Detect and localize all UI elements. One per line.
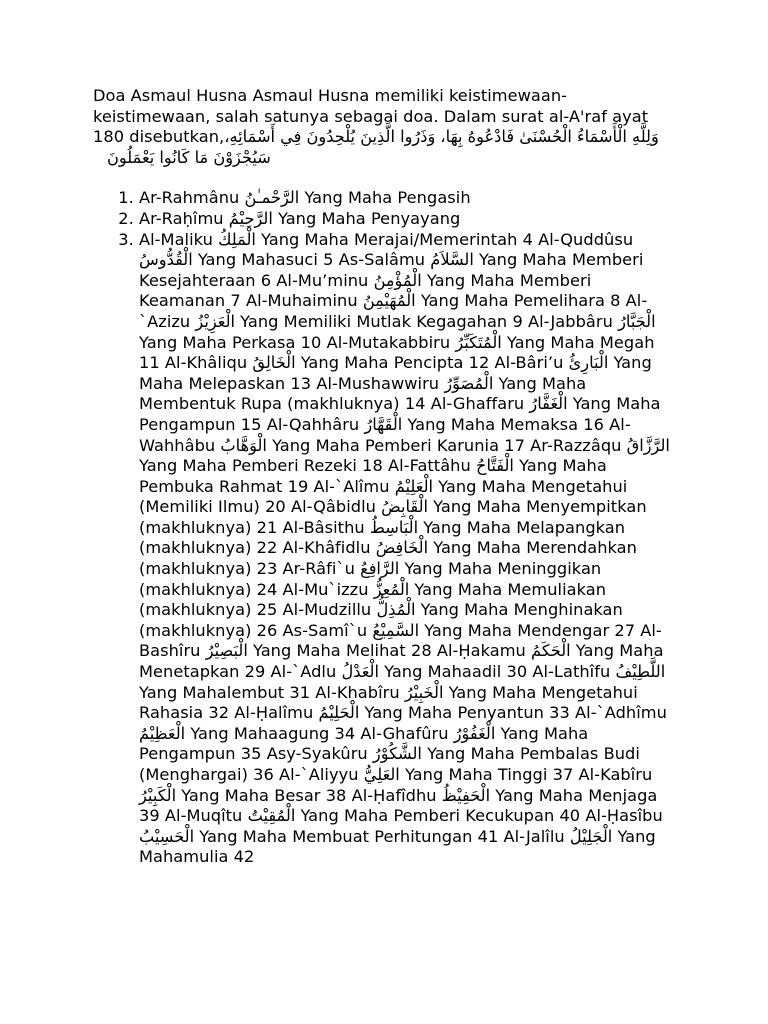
list-item	[139, 230, 678, 868]
name-meaning: Yang Maha Penyayang	[277, 208, 461, 228]
name-latin: Ar-Raḥîmu	[139, 208, 224, 228]
name-arabic: الرَّحِيْمُ	[228, 208, 273, 228]
list-item	[139, 209, 678, 230]
list-item	[139, 188, 678, 209]
name-meaning: Yang Maha Merajai/Memerintah 4 Al-Quddûsu الْقُدُّوسُ Yang Mahasuci 5 As-Salâmu السَّلاَمُ Yang Maha Memberi Kesejahteraan 6 Al-Mu’minu الْمُؤْمِنُ Yang Maha Memberi Keamanan 7 Al-Muhaiminu الْمُهَيْمِنُ Yang Maha Pemelihara 8 Al-`Azizu الْعَزِيْزُ Yang Memiliki Mutlak Kegagahan 9 Al-Jabbâru الْجَبَّارُ Yang Maha Perkasa 10 Al-Mutakabbiru الْمُتَكَبِّرُ Yang Maha Megah 11 Al-Khâliqu الْخَالِقُ Yang Maha Pencipta 12 Al-Bâri’u الْبَارِئُ Yang Maha Melepaskan 13 Al-Mushawwiru الْمُصَوِّرُ Yang Maha Membentuk Rupa (makhluknya) 14 Al-Ghaffaru الْغَفَّارُ Yang Maha Pengampun 15 Al-Qahhâru الْقَهَّارُ Yang Maha Memaksa 16 Al-Wahhâbu الْوَهَّابُ Yang Maha Pemberi Karunia 17 Ar-Razzâqu الرَّزَّاقُ Yang Maha Pemberi Rezeki 18 Al-Fattâhu الْفَتَّاحُ Yang Maha Pembuka Rahmat 19 Al-`Alîmu الْعَلِيْمُ Yang Maha Mengetahui (Memiliki Ilmu) 20 Al-Qâbidlu الْقَابِضُ Yang Maha Menyempitkan (makhluknya) 21 Al-Bâsithu الْبَاسِطُ Yang Maha Melapangkan (makhluknya) 22 Al-Khâfidlu الْخَافِضُ Yang Maha Merendahkan (makhluknya) 23 Ar-Râfi`u الرَّافِعُ Yang Maha Meninggikan (makhluknya) 24 Al-Mu`izzu الْمُعِزُّ Yang Maha Memuliakan (makhluknya) 25 Al-Mudzillu الْمُذِلُّ Yang Maha Menghinakan (makhluknya) 26 As-Samî`u السَّمِيْعُ Yang Maha Mendengar 27 Al-Bashîru الْبَصِيْرُ Yang Maha Melihat 28 Al-Ḥakamu الْحَكَمُ Yang Maha Menetapkan 29 Al-`Adlu الْعَدْلُ Yang Mahaadil 30 Al-Lathîfu اللَّطِيْفُ Yang Mahalembut 31 Al-Khabîru الْخَبِيْرُ Yang Maha Mengetahui Rahasia 32 Al-Ḥalîmu الْحَلِيْمُ Yang Maha Penyantun 33 Al-`Adhîmu الْعَظِيْمُ Yang Mahaagung 34 Al-Ghafûru الْغَفُوْرُ Yang Maha Pengampun 35 Asy-Syakûru الشَّكُوْرُ Yang Maha Pembalas Budi (Menghargai) 36 Al-`Aliyyu العَلِيُّ Yang Maha Tinggi 37 Al-Kabîru الْكَبِيْرُ Yang Maha Besar 38 Al-Ḥafîdhu الْحَفِيْظُ Yang Maha Menjaga 39 Al-Muqîtu الْمُقِيْتُ Yang Maha Pemberi Kecukupan 40 Al-Ḥasîbu الْحَسِيْبُ Yang Maha Membuat Perhitungan 41 Al-Jalîlu الْجَلِيْلُ Yang Mahamulia 42	[139, 229, 670, 867]
name-meaning: Yang Maha Pengasih	[304, 188, 471, 208]
name-arabic: الْمَلِكُ	[218, 229, 256, 249]
name-arabic: الرَّحْمـٰنُ	[244, 188, 300, 208]
intro-paragraph	[93, 86, 678, 168]
intro-arabic-verse: وَلِلَّهِ الْأَسْمَاءُ الْحُسْنَىٰ فَادْعُوهُ بِهَا، وَذَرُوا الَّذِينَ يُلْحِدُونَ فِي أَسْمَائِهِ، سَيُجْزَوْنَ مَا كَانُوا يَعْمَلُونَ	[107, 127, 659, 167]
intro-text: Doa Asmaul Husna Asmaul Husna memiliki keistimewaan-keistimewaan, salah satunya sebagai doa. Dalam surat al-A'raf ayat 180 disebutkan,	[93, 86, 649, 147]
document-page	[93, 86, 678, 868]
name-latin: Ar-Rahmânu	[139, 188, 240, 208]
asmaul-husna-list	[93, 188, 678, 868]
name-latin: Al-Maliku	[139, 229, 213, 249]
